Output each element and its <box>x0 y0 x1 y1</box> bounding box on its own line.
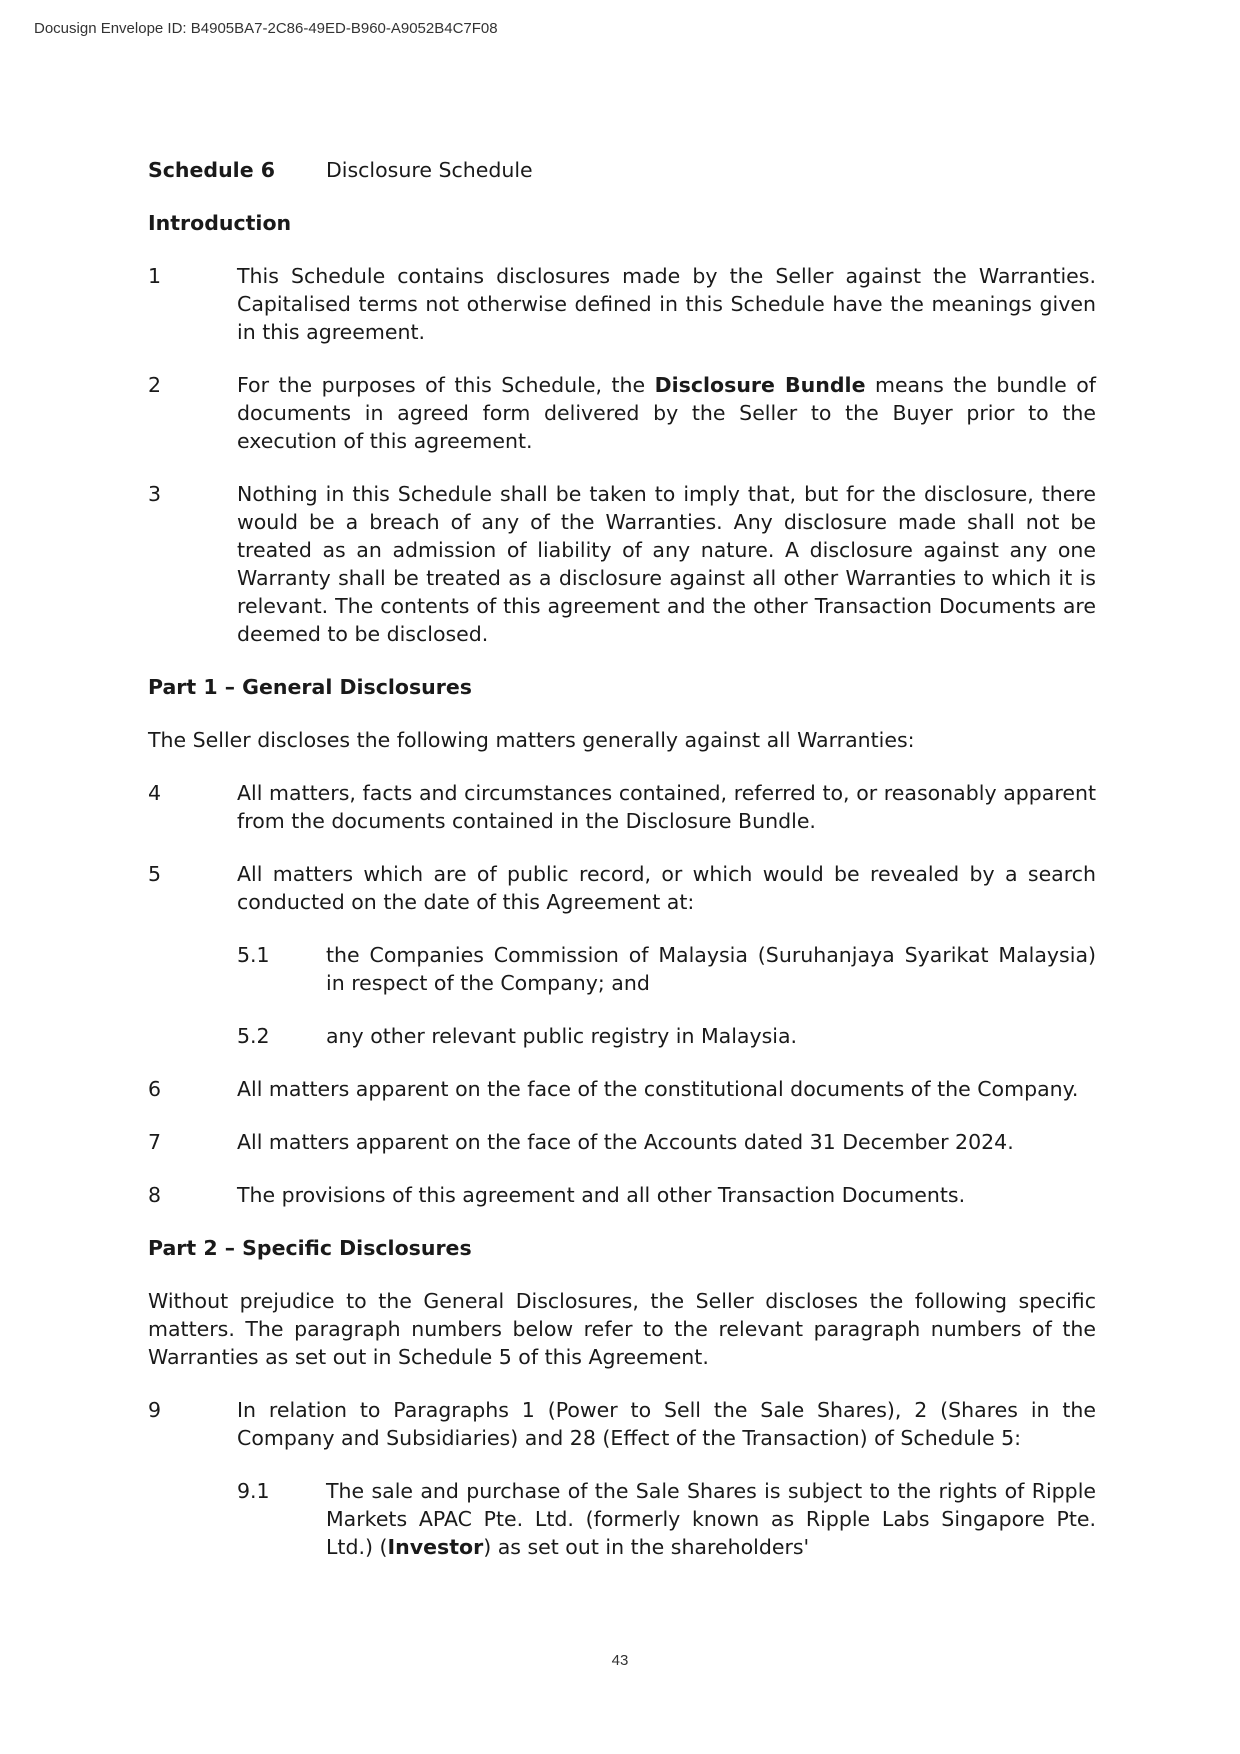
paragraph-text: Nothing in this Schedule shall be taken to imply that, but for the disclosure, there would be a breach of any of the Warranties. Any disclosure made shall not be treated as an admission of liability of any nature. A disclosure against any one Warranty shall be treated as a disclosure against all other Warranties to which it is relevant. The contents of this agreement and the other Transaction Documents are deemed to be disclosed. <box>237 482 1096 646</box>
paragraph-number: 9.1 <box>237 1479 270 1503</box>
paragraph-number: 2 <box>148 373 162 397</box>
paragraph-text: The provisions of this agreement and all other Transaction Documents. <box>237 1183 966 1207</box>
paragraph-number: 8 <box>148 1183 162 1207</box>
envelope-id: Docusign Envelope ID: B4905BA7-2C86-49ED-B960-A9052B4C7F08 <box>34 20 498 37</box>
schedule-name: Disclosure Schedule <box>326 158 533 182</box>
paragraph-text <box>326 1477 1096 1561</box>
document-body <box>148 156 1096 1586</box>
paragraph-3 <box>148 480 1096 648</box>
paragraph-number: 5 <box>148 862 162 886</box>
defined-term: Investor <box>387 1535 484 1559</box>
paragraph-number: 9 <box>148 1398 162 1422</box>
paragraph-number: 4 <box>148 781 162 805</box>
paragraph-text: any other relevant public registry in Malaysia. <box>326 1024 798 1048</box>
text-run: means the bundle of documents in agreed form delivered by the Seller to the Buyer prior to the execution of this agreement. <box>237 373 1096 453</box>
paragraph-7 <box>148 1128 1096 1156</box>
paragraph-9-1 <box>237 1477 1096 1561</box>
part1-intro: The Seller discloses the following matters generally against all Warranties: <box>148 728 915 752</box>
paragraph-number: 1 <box>148 264 162 288</box>
paragraph-number: 5.1 <box>237 943 270 967</box>
paragraph-text: This Schedule contains disclosures made by the Seller against the Warranties. Capitalised terms not otherwise defined in this Schedule have the meanings given in this agreement. <box>237 264 1096 344</box>
text-run: The sale and purchase of the Sale Shares is subject to the rights of Ripple Markets APAC Pte. Ltd. (formerly known as Ripple Labs Singapore Pte. Ltd.) ( <box>326 1479 1096 1559</box>
paragraph-text: All matters, facts and circumstances contained, referred to, or reasonably apparent from the documents contained in the Disclosure Bundle. <box>237 781 1096 833</box>
schedule-title <box>148 156 1096 184</box>
paragraph-5 <box>148 860 1096 916</box>
paragraph-number: 3 <box>148 482 162 506</box>
introduction-heading: Introduction <box>148 211 292 235</box>
paragraph-8 <box>148 1181 1096 1209</box>
paragraph-5-1 <box>237 941 1096 997</box>
schedule-label: Schedule 6 <box>148 158 276 182</box>
paragraph-text: In relation to Paragraphs 1 (Power to Sell the Sale Shares), 2 (Shares in the Company and Subsidiaries) and 28 (Effect of the Transaction) of Schedule 5: <box>237 1398 1096 1450</box>
part2-intro: Without prejudice to the General Disclosures, the Seller discloses the following specific matters. The paragraph numbers below refer to the relevant paragraph numbers of the Warranties as set out in Schedule 5 of this Agreement. <box>148 1289 1096 1369</box>
paragraph-text: All matters apparent on the face of the constitutional documents of the Company. <box>237 1077 1079 1101</box>
paragraph-text: the Companies Commission of Malaysia (Suruhanjaya Syarikat Malaysia) in respect of the Company; and <box>326 943 1096 995</box>
paragraph-text <box>237 371 1096 455</box>
paragraph-6 <box>148 1075 1096 1103</box>
paragraph-5-2 <box>237 1022 1096 1050</box>
text-run: For the purposes of this Schedule, the <box>237 373 655 397</box>
text-run: ) as set out in the shareholders' <box>483 1535 810 1559</box>
defined-term: Disclosure Bundle <box>654 373 866 397</box>
paragraph-2 <box>148 371 1096 455</box>
part1-heading: Part 1 – General Disclosures <box>148 675 472 699</box>
paragraph-9 <box>148 1396 1096 1452</box>
paragraph-text: All matters which are of public record, or which would be revealed by a search conducted on the date of this Agreement at: <box>237 862 1096 914</box>
paragraph-number: 5.2 <box>237 1024 270 1048</box>
part2-heading: Part 2 – Specific Disclosures <box>148 1236 472 1260</box>
paragraph-4 <box>148 779 1096 835</box>
page-number: 43 <box>611 1652 629 1669</box>
paragraph-1 <box>148 262 1096 346</box>
paragraph-text: All matters apparent on the face of the Accounts dated 31 December 2024. <box>237 1130 1014 1154</box>
paragraph-number: 6 <box>148 1077 162 1101</box>
paragraph-number: 7 <box>148 1130 162 1154</box>
